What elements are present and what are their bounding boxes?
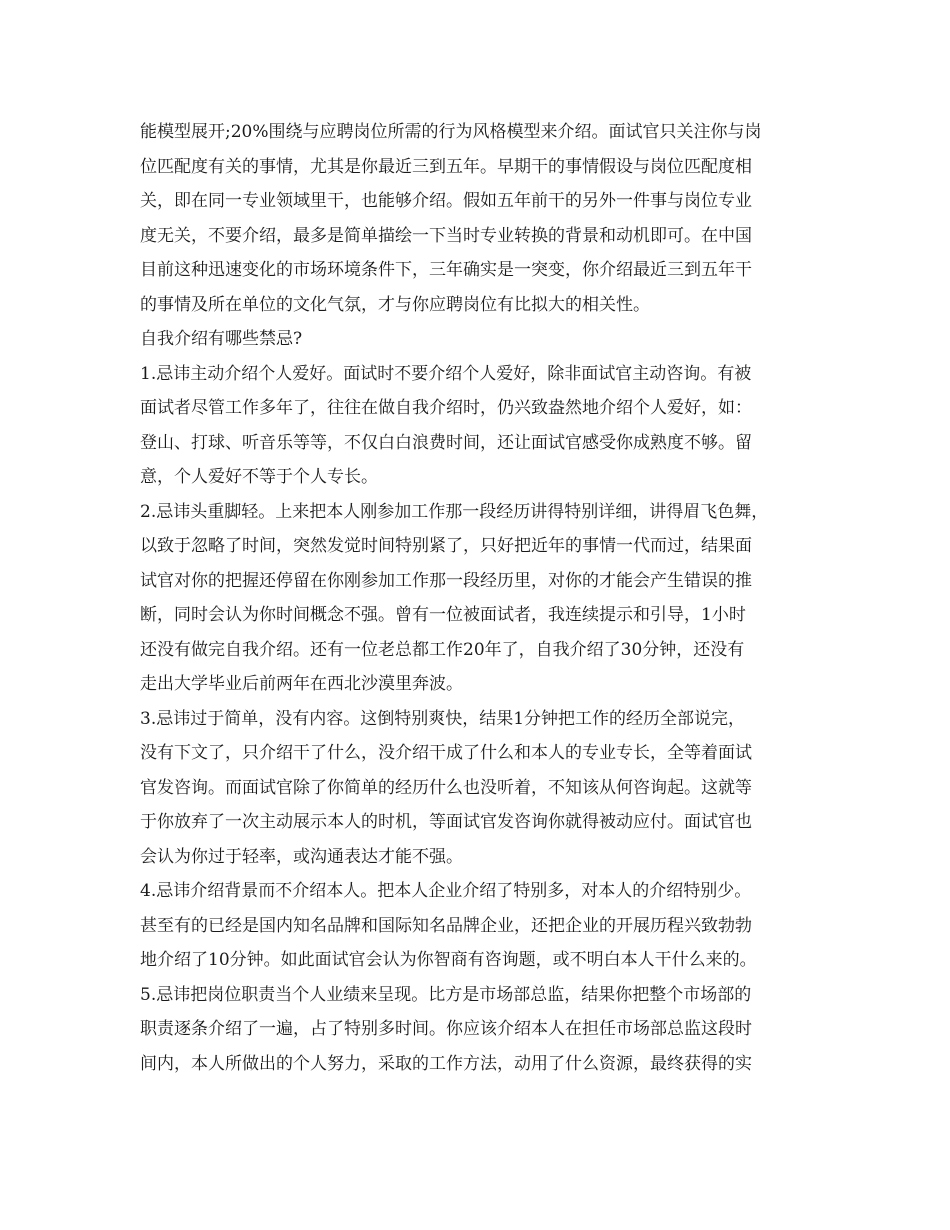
text-line: 位匹配度有关的事情，尤其是你最近三到五年。早期干的事情假设与岗位匹配度相 <box>140 156 752 177</box>
text-line: 地介绍了10分钟。如此面试官会认为你智商有咨询题，或不明白本人干什么来的。 <box>140 950 757 970</box>
text-line: 间内，本人所做出的个人努力，采取的工作方法，动用了什么资源，最终获得的实 <box>140 1053 752 1074</box>
text-line: 意，个人爱好不等于个人专长。 <box>140 467 378 487</box>
text-line: 试官对你的把握还停留在你刚参加工作那一段经历里，对你的才能会产生错误的推 <box>140 570 752 591</box>
text-line: 会认为你过于轻率，或沟通表达才能不强。 <box>140 846 463 867</box>
text-line: 官发咨询。而面试官除了你简单的经历什么也没听着，不知该从何咨询起。这就等 <box>140 777 752 798</box>
section-heading: 自我介绍有哪些禁忌? <box>140 329 303 349</box>
text-line: 5.忌讳把岗位职责当个人业绩来呈现。比方是市场部总监，结果你把整个市场部的 <box>140 984 752 1005</box>
text-line: 走出大学毕业后前两年在西北沙漠里奔波。 <box>140 674 463 694</box>
text-line: 2.忌讳头重脚轻。上来把本人刚参加工作那一段经历讲得特别详细，讲得眉飞色舞， <box>140 501 769 522</box>
text-line: 的事情及所在单位的文化气氛，才与你应聘岗位有比拟大的相关性。 <box>140 294 650 315</box>
text-line: 能模型展开;20%围绕与应聘岗位所需的行为风格模型来介绍。面试官只关注你与岗 <box>140 122 762 142</box>
text-line: 职责逐条介绍了一遍，占了特别多时间。你应该介绍本人在担任市场部总监这段时 <box>140 1019 752 1039</box>
text-line: 于你放弃了一次主动展示本人的时机，等面试官发咨询你就得被动应付。面试官也 <box>140 812 752 832</box>
text-line: 甚至有的已经是国内知名品牌和国际知名品牌企业，还把企业的开展历程兴致勃勃 <box>140 915 752 936</box>
text-line: 目前这种迅速变化的市场环境条件下，三年确实是一突变，你介绍最近三到五年干 <box>140 260 752 280</box>
text-line: 3.忌讳过于简单，没有内容。这倒特别爽快，结果1分钟把工作的经历全部说完， <box>140 708 746 729</box>
text-line: 断，同时会认为你时间概念不强。曾有一位被面试者，我连续提示和引导，1小时 <box>140 605 746 625</box>
text-line: 以致于忽略了时间，突然发觉时间特别紧了，只好把近年的事情一代而过，结果面 <box>140 536 752 556</box>
text-line: 登山、打球、听音乐等等，不仅白白浪费时间，还让面试官感受你成熟度不够。留 <box>140 432 752 453</box>
text-line: 1.忌讳主动介绍个人爱好。面试时不要介绍个人爱好，除非面试官主动咨询。有被 <box>140 363 752 384</box>
text-line: 度无关，不要介绍，最多是简单描绘一下当时专业转换的背景和动机即可。在中国 <box>140 225 752 246</box>
text-line: 关，即在同一专业领域里干，也能够介绍。假如五年前干的另外一件事与岗位专业 <box>140 191 752 211</box>
text-line: 面试者尽管工作多年了，往往在做自我介绍时，仍兴致盎然地介绍个人爱好，如： <box>140 398 752 418</box>
document-body <box>140 115 815 1081</box>
text-line: 没有下文了，只介绍干了什么，没介绍干成了什么和本人的专业专长，全等着面试 <box>140 743 752 763</box>
text-line: 4.忌讳介绍背景而不介绍本人。把本人企业介绍了特别多，对本人的介绍特别少。 <box>140 881 752 901</box>
text-line: 还没有做完自我介绍。还有一位老总都工作20年了，自我介绍了30分钟，还没有 <box>140 639 745 660</box>
